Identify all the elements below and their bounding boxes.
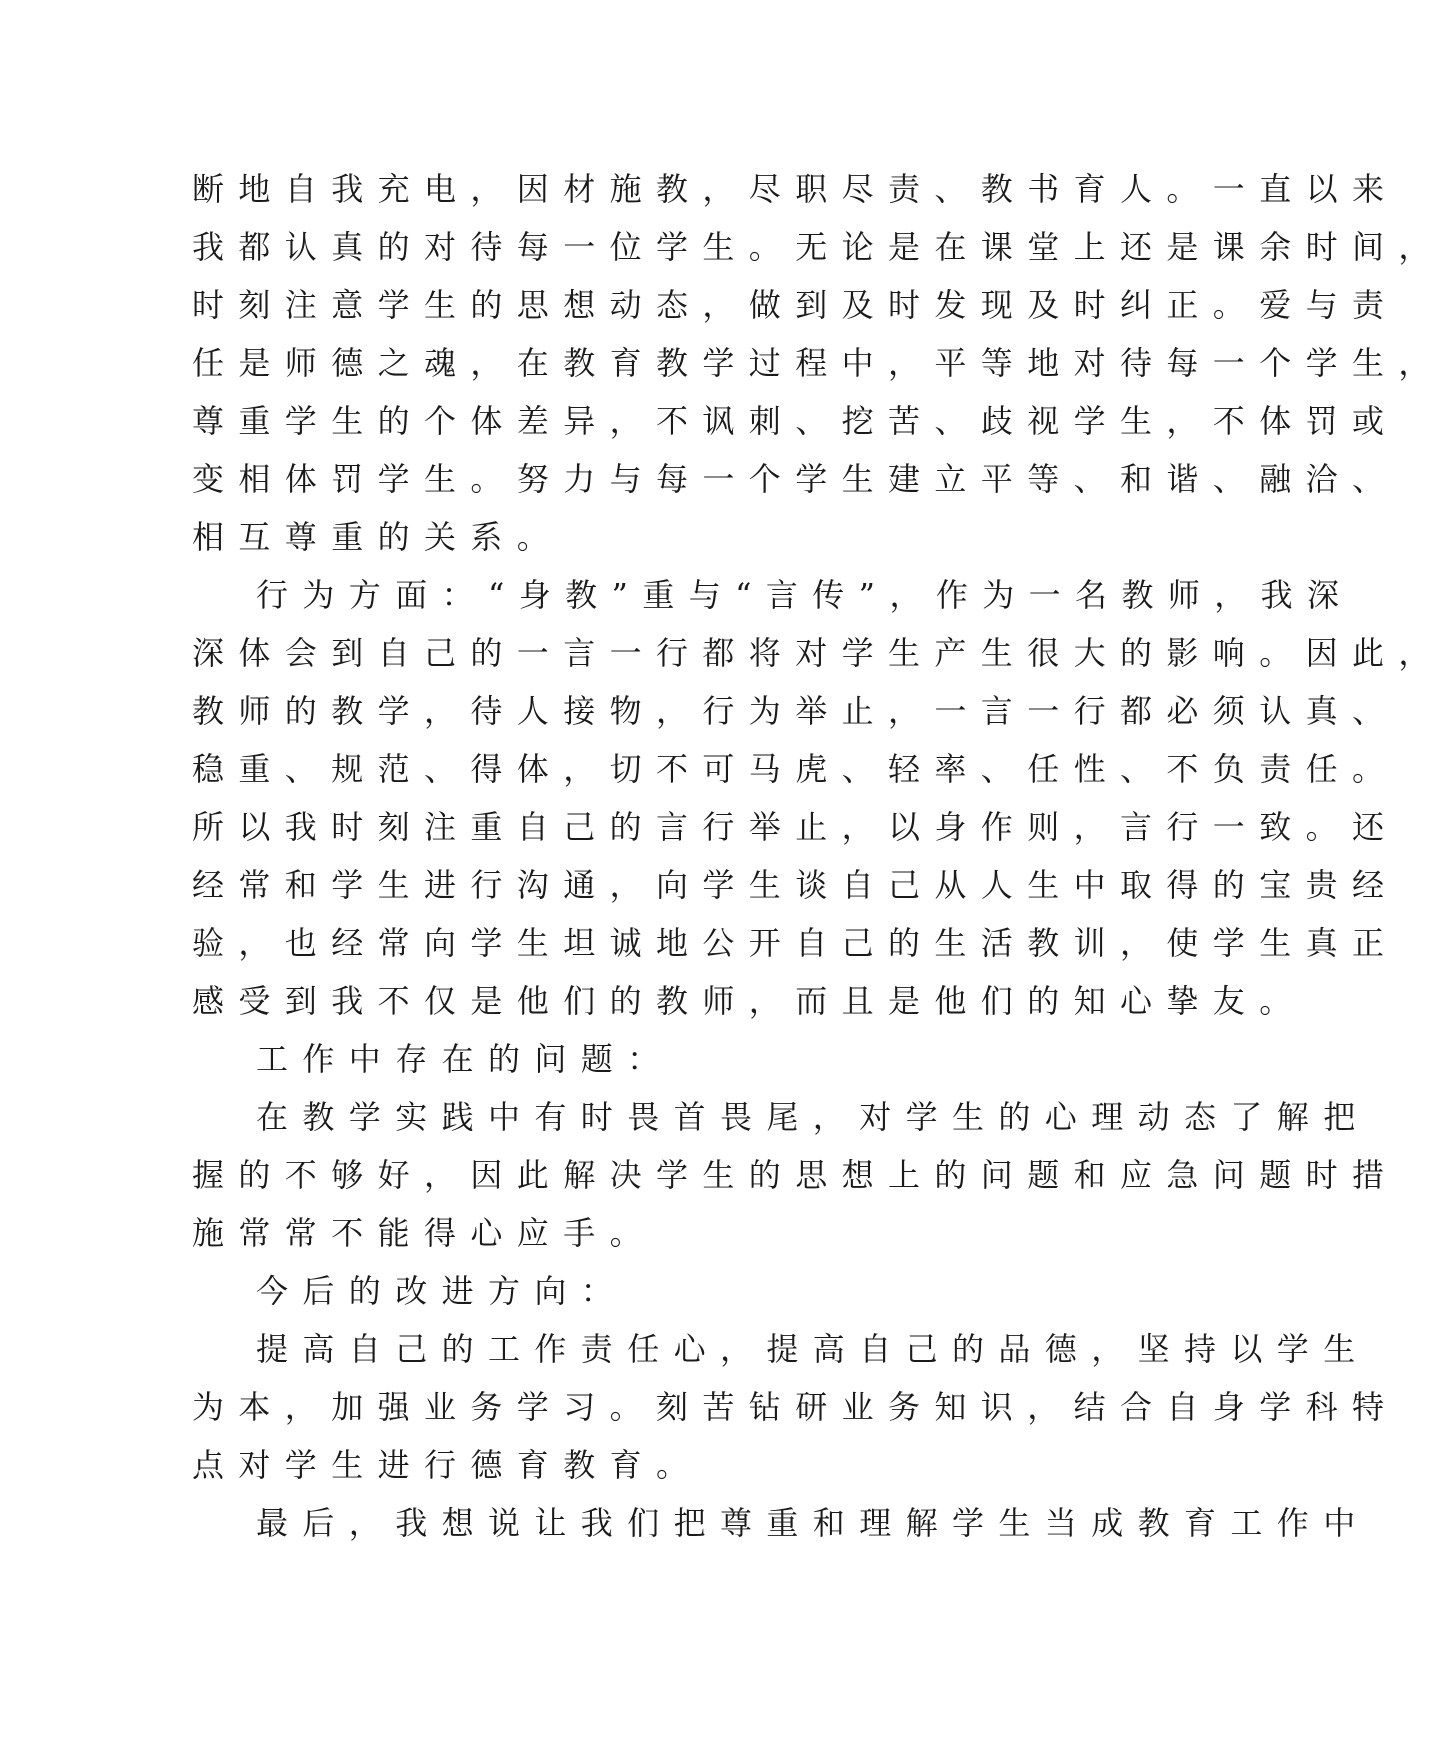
text-line: 施常常不能得心应手。 (192, 1214, 657, 1252)
text-line: 行为方面：“身教”重与“言传”，作为一名教师，我深 (256, 576, 1354, 614)
text-line: 深体会到自己的一言一行都将对学生产生很大的影响。因此， (192, 634, 1445, 672)
text-line: 在教学实践中有时畏首畏尾，对学生的心理动态了解把 (256, 1098, 1370, 1136)
text-line: 感受到我不仅是他们的教师，而且是他们的知心挚友。 (192, 982, 1306, 1020)
text-line: 相互尊重的关系。 (192, 518, 564, 556)
section-heading: 工作中存在的问题： (256, 1040, 674, 1078)
text-line: 我都认真的对待每一位学生。无论是在课堂上还是课余时间， (192, 228, 1445, 266)
document-body (192, 160, 1445, 1552)
text-line: 为本，加强业务学习。刻苦钻研业务知识，结合自身学科特 (192, 1388, 1399, 1426)
text-line: 教师的教学，待人接物，行为举止，一言一行都必须认真、 (192, 692, 1399, 730)
text-line: 断地自我充电，因材施教，尽职尽责、教书育人。一直以来 (192, 170, 1399, 208)
text-line: 验，也经常向学生坦诚地公开自己的生活教训，使学生真正 (192, 924, 1399, 962)
text-line: 握的不够好，因此解决学生的思想上的问题和应急问题时措 (192, 1156, 1399, 1194)
text-line: 点对学生进行德育教育。 (192, 1446, 703, 1484)
text-line: 所以我时刻注重自己的言行举止，以身作则，言行一致。还 (192, 808, 1399, 846)
text-line: 时刻注意学生的思想动态，做到及时发现及时纠正。爱与责 (192, 286, 1399, 324)
text-line: 稳重、规范、得体，切不可马虎、轻率、任性、不负责任。 (192, 750, 1399, 788)
text-line: 任是师德之魂，在教育教学过程中，平等地对待每一个学生， (192, 344, 1445, 382)
text-line: 提高自己的工作责任心，提高自己的品德，坚持以学生 (256, 1330, 1370, 1368)
text-line: 尊重学生的个体差异，不讽刺、挖苦、歧视学生，不体罚或 (192, 402, 1399, 440)
text-line: 变相体罚学生。努力与每一个学生建立平等、和谐、融洽、 (192, 460, 1399, 498)
text-line: 经常和学生进行沟通，向学生谈自己从人生中取得的宝贵经 (192, 866, 1399, 904)
text-line: 最后，我想说让我们把尊重和理解学生当成教育工作中 (256, 1504, 1370, 1542)
section-heading: 今后的改进方向： (256, 1272, 628, 1310)
